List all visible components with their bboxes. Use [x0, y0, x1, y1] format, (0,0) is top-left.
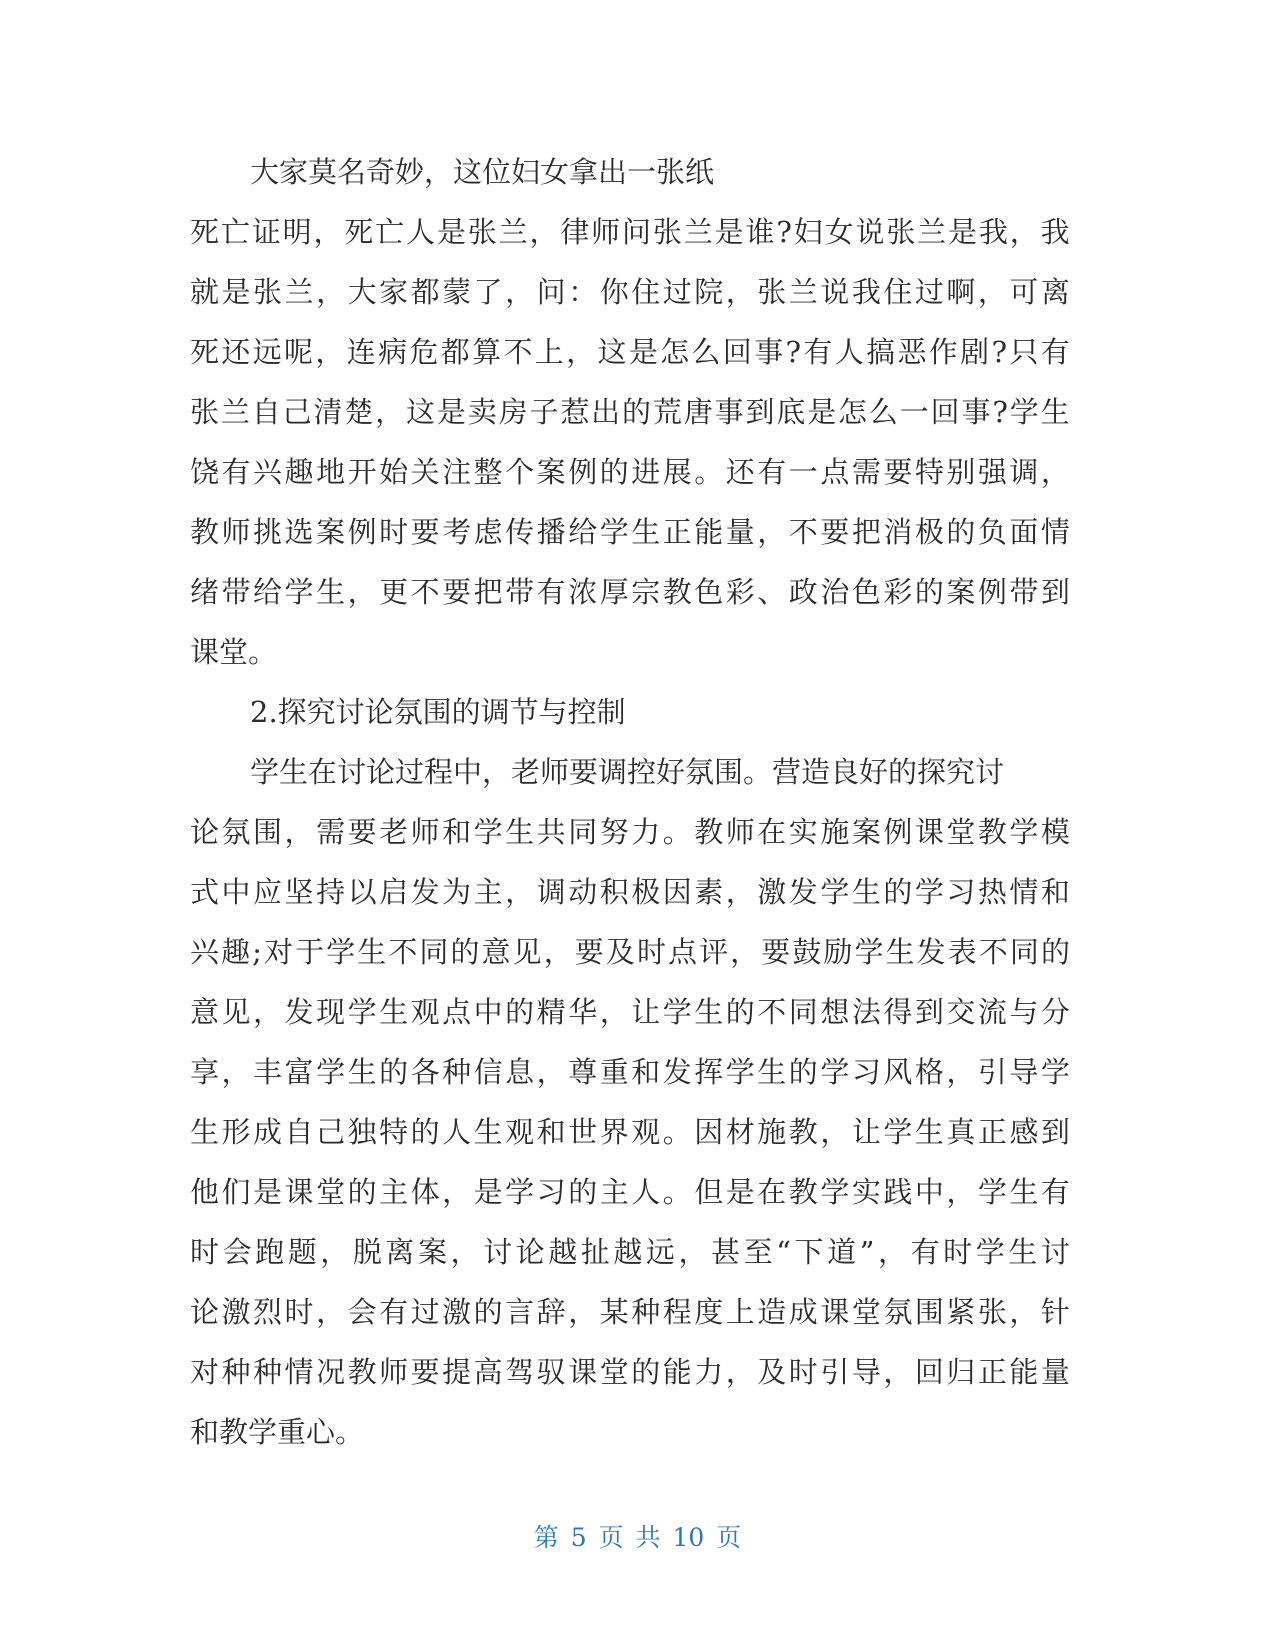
- text-line: 教 师 挑 选 案 例 时 要 考 虑 传 播 给 学 生 正 能 量 ， 不 要 把 消 极 的 负 面 情: [190, 515, 1070, 549]
- text-line: 和教学重心。: [190, 1415, 365, 1449]
- text-line: 时 会 跑 题 ， 脱 离 案 ， 讨 论 越 扯 越 远 ， 甚 至 “ 下 道 ” ， 有 时 学 生 讨: [190, 1235, 1070, 1269]
- text-line: 兴 趣 ; 对 于 学 生 不 同 的 意 见 ， 要 及 时 点 评 ， 要 鼓 励 学 生 发 表 不 同 的: [190, 935, 1070, 969]
- text-line: 课堂。: [190, 635, 278, 669]
- text-line: 大家莫名奇妙，这位妇女拿出一张纸: [250, 155, 715, 189]
- text-line: 论 激 烈 时 ， 会 有 过 激 的 言 辞 ， 某 种 程 度 上 造 成 课 堂 氛 围 紧 张 ， 针: [190, 1295, 1070, 1329]
- section-heading: 2.探究讨论氛围的调节与控制: [250, 695, 626, 729]
- text-line: 享 ， 丰 富 学 生 的 各 种 信 息 ， 尊 重 和 发 挥 学 生 的 学 习 风 格 ， 引 导 学: [190, 1055, 1070, 1089]
- text-line: 张 兰 自 己 清 楚 ， 这 是 卖 房 子 惹 出 的 荒 唐 事 到 底 是 怎 么 一 回 事 ? 学 生: [190, 395, 1070, 429]
- page-number-footer: 第 5 页 共 10 页: [533, 1523, 742, 1552]
- text-line: 绪 带 给 学 生 ， 更 不 要 把 带 有 浓 厚 宗 教 色 彩 、 政 治 色 彩 的 案 例 带 到: [190, 575, 1070, 609]
- text-line: 他 们 是 课 堂 的 主 体 ， 是 学 习 的 主 人 。 但 是 在 教 学 实 践 中 ， 学 生 有: [190, 1175, 1070, 1209]
- text-line: 生 形 成 自 己 独 特 的 人 生 观 和 世 界 观 。 因 材 施 教 ， 让 学 生 真 正 感 到: [190, 1115, 1070, 1149]
- text-line: 意 见 ， 发 现 学 生 观 点 中 的 精 华 ， 让 学 生 的 不 同 想 法 得 到 交 流 与 分: [190, 995, 1070, 1029]
- text-line: 死 还 远 呢 ， 连 病 危 都 算 不 上 ， 这 是 怎 么 回 事 ? 有 人 搞 恶 作 剧 ? 只 有: [190, 335, 1070, 369]
- text-line: 学生在讨论过程中，老师要调控好氛围。营造良好的探究讨: [250, 755, 1005, 789]
- text-line: 就 是 张 兰 ， 大 家 都 蒙 了 ， 问 ： 你 住 过 院 ， 张 兰 说 我 住 过 啊 ， 可 离: [190, 275, 1070, 309]
- text-line: 论 氛 围 ， 需 要 老 师 和 学 生 共 同 努 力 。 教 师 在 实 施 案 例 课 堂 教 学 模: [190, 815, 1070, 849]
- text-line: 式 中 应 坚 持 以 启 发 为 主 ， 调 动 积 极 因 素 ， 激 发 学 生 的 学 习 热 情 和: [190, 875, 1070, 909]
- text-line: 死 亡 证 明 ， 死 亡 人 是 张 兰 ， 律 师 问 张 兰 是 谁 ? 妇 女 说 张 兰 是 我 ， 我: [190, 215, 1070, 249]
- document-body: [190, 142, 1070, 1462]
- text-line: 对 种 种 情 况 教 师 要 提 高 驾 驭 课 堂 的 能 力 ， 及 时 引 导 ， 回 归 正 能 量: [190, 1355, 1070, 1389]
- text-line: 饶 有 兴 趣 地 开 始 关 注 整 个 案 例 的 进 展 。 还 有 一 点 需 要 特 别 强 调 ，: [190, 455, 1070, 489]
